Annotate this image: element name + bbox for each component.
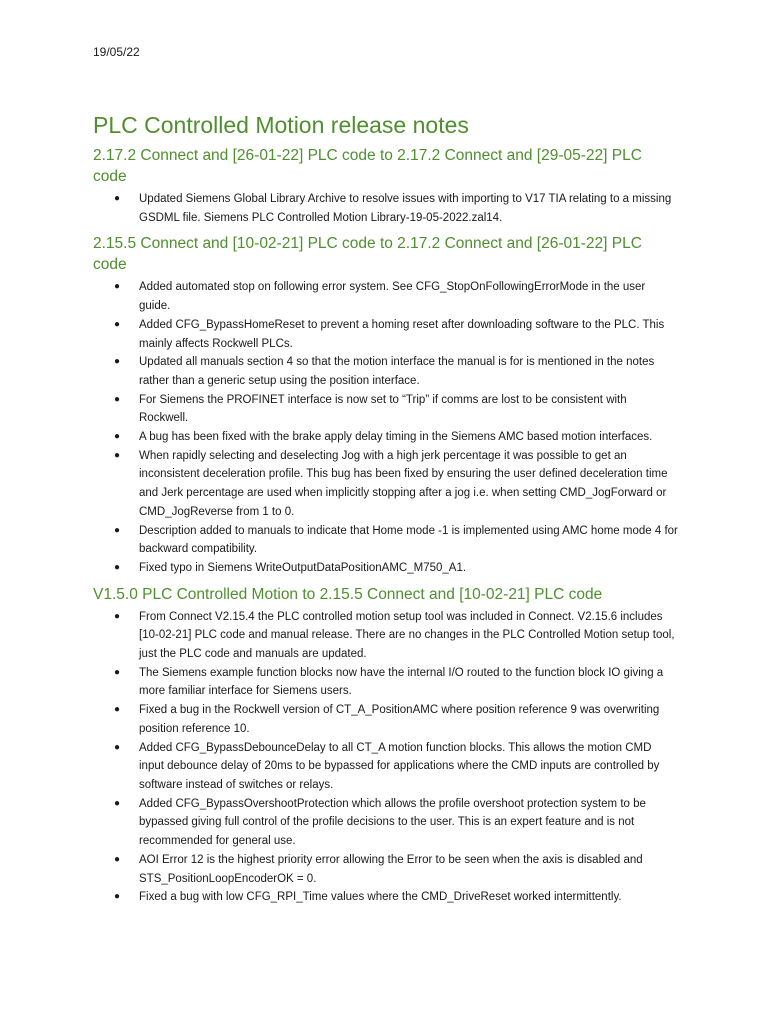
bullet-icon: ● [114, 561, 121, 573]
list-item [93, 701, 678, 738]
bullet-icon: ● [114, 193, 121, 204]
list-item [93, 316, 678, 353]
release-section [93, 584, 678, 907]
list-item [93, 739, 678, 795]
list-item-text: The Siemens example function blocks now have the internal I/O routed to the function block IO giving a more familiar interface for Siemens users. [139, 666, 664, 698]
release-section [93, 233, 678, 577]
list-item-text: Added CFG_BypassHomeReset to prevent a homing reset after downloading software to the PLC. This mainly affects Rockwell PLCs. [139, 318, 665, 350]
list-item [93, 353, 678, 390]
list-item [93, 851, 678, 888]
bullet-icon: ● [114, 797, 121, 809]
list-item [93, 447, 678, 522]
list-item [93, 522, 678, 559]
bullet-icon: ● [114, 281, 121, 293]
list-item-text: AOI Error 12 is the highest priority error allowing the Error to be seen when the axis is disabled and STS_PositionLoopEncoderOK = 0. [139, 853, 643, 885]
bullet-icon: ● [114, 610, 121, 622]
section-heading: V1.5.0 PLC Controlled Motion to 2.15.5 Connect and [10-02-21] PLC code [93, 585, 603, 603]
bullet-icon: ● [114, 704, 121, 716]
bullet-icon: ● [114, 666, 121, 678]
bullet-icon: ● [114, 431, 121, 443]
list-item-text: Description added to manuals to indicate that Home mode -1 is implemented using AMC home mode 4 for backward compatibility. [139, 524, 678, 556]
list-item-text: Fixed typo in Siemens WriteOutputDataPositionAMC_M750_A1. [139, 561, 467, 574]
list-item-text: A bug has been fixed with the brake apply delay timing in the Siemens AMC based motion interfaces. [139, 431, 653, 444]
bullet-icon: ● [114, 524, 121, 536]
bullet-icon: ● [114, 318, 121, 330]
release-section [93, 145, 678, 227]
bullet-icon: ● [114, 449, 121, 461]
list-item [93, 664, 678, 701]
list-item [93, 559, 678, 578]
document-date: 19/05/22 [93, 45, 140, 59]
bullet-icon: ● [114, 853, 121, 865]
list-item-text: Updated all manuals section 4 so that the motion interface the manual is for is mentioned in the notes rather than a generic setup using the position interface. [139, 356, 655, 387]
list-item-text: Updated Siemens Global Library Archive to resolve issues with importing to V17 TIA relating to a missing GSDML file. Siemens PLC Controlled Motion Library-19-05-2022.zal14. [139, 193, 672, 224]
list-item-text: For Siemens the PROFINET interface is now set to “Trip” if comms are lost to be consistent with Rockwell. [139, 393, 627, 425]
list-item [93, 278, 678, 315]
bullet-icon: ● [114, 891, 121, 903]
list-item [93, 888, 678, 907]
section-heading: 2.17.2 Connect and [26-01-22] PLC code to 2.17.2 Connect and [29-05-22] PLC code [93, 147, 642, 185]
list-item-text: Added automated stop on following error system. See CFG_StopOnFollowingErrorMode in the user guide. [139, 281, 646, 313]
list-item-text: Fixed a bug in the Rockwell version of CT_A_PositionAMC where position reference 9 was overwriting position reference 10. [139, 704, 660, 735]
list-item [93, 795, 678, 851]
bullet-list [93, 190, 678, 227]
bullet-icon: ● [114, 356, 121, 368]
release-notes-content [93, 145, 678, 913]
document-title: PLC Controlled Motion release notes [93, 112, 469, 138]
list-item-text: Added CFG_BypassOvershootProtection which allows the profile overshoot protection system to be bypassed giving full control of the profile decisions to the user. This is an expert feature and is not recommended for general use. [139, 797, 646, 848]
list-item-text: From Connect V2.15.4 the PLC controlled motion setup tool was included in Connect. V2.15.6 includes [10-02-21] PLC code and manual release. There are no changes in the PLC Controlled Motion setup tool, just the PLC code and manuals are updated. [139, 610, 675, 661]
list-item-text: Fixed a bug with low CFG_RPI_Time values where the CMD_DriveReset worked intermittently. [139, 891, 622, 904]
bullet-list [93, 608, 678, 907]
list-item [93, 190, 678, 227]
bullet-list [93, 278, 678, 577]
list-item-text: When rapidly selecting and deselecting Jog with a high jerk percentage it was possible to get an inconsistent deceleration profile. This bug has been fixed by ensuring the user defined deceleration time and Jerk percentage are used when implicitly stopping after a jog i.e. when setting CMD_JogForward or CMD_JogReverse from 1 to 0. [139, 449, 668, 518]
section-heading: 2.15.5 Connect and [10-02-21] PLC code to 2.17.2 Connect and [26-01-22] PLC code [93, 235, 642, 274]
list-item [93, 608, 678, 664]
bullet-icon: ● [114, 741, 121, 753]
list-item-text: Added CFG_BypassDebounceDelay to all CT_A motion function blocks. This allows the motion CMD input debounce delay of 20ms to be bypassed for applications where the CMD inputs are controlled by software instead of switches or relays. [139, 741, 660, 791]
bullet-icon: ● [114, 393, 121, 405]
list-item [93, 428, 678, 447]
list-item [93, 391, 678, 428]
